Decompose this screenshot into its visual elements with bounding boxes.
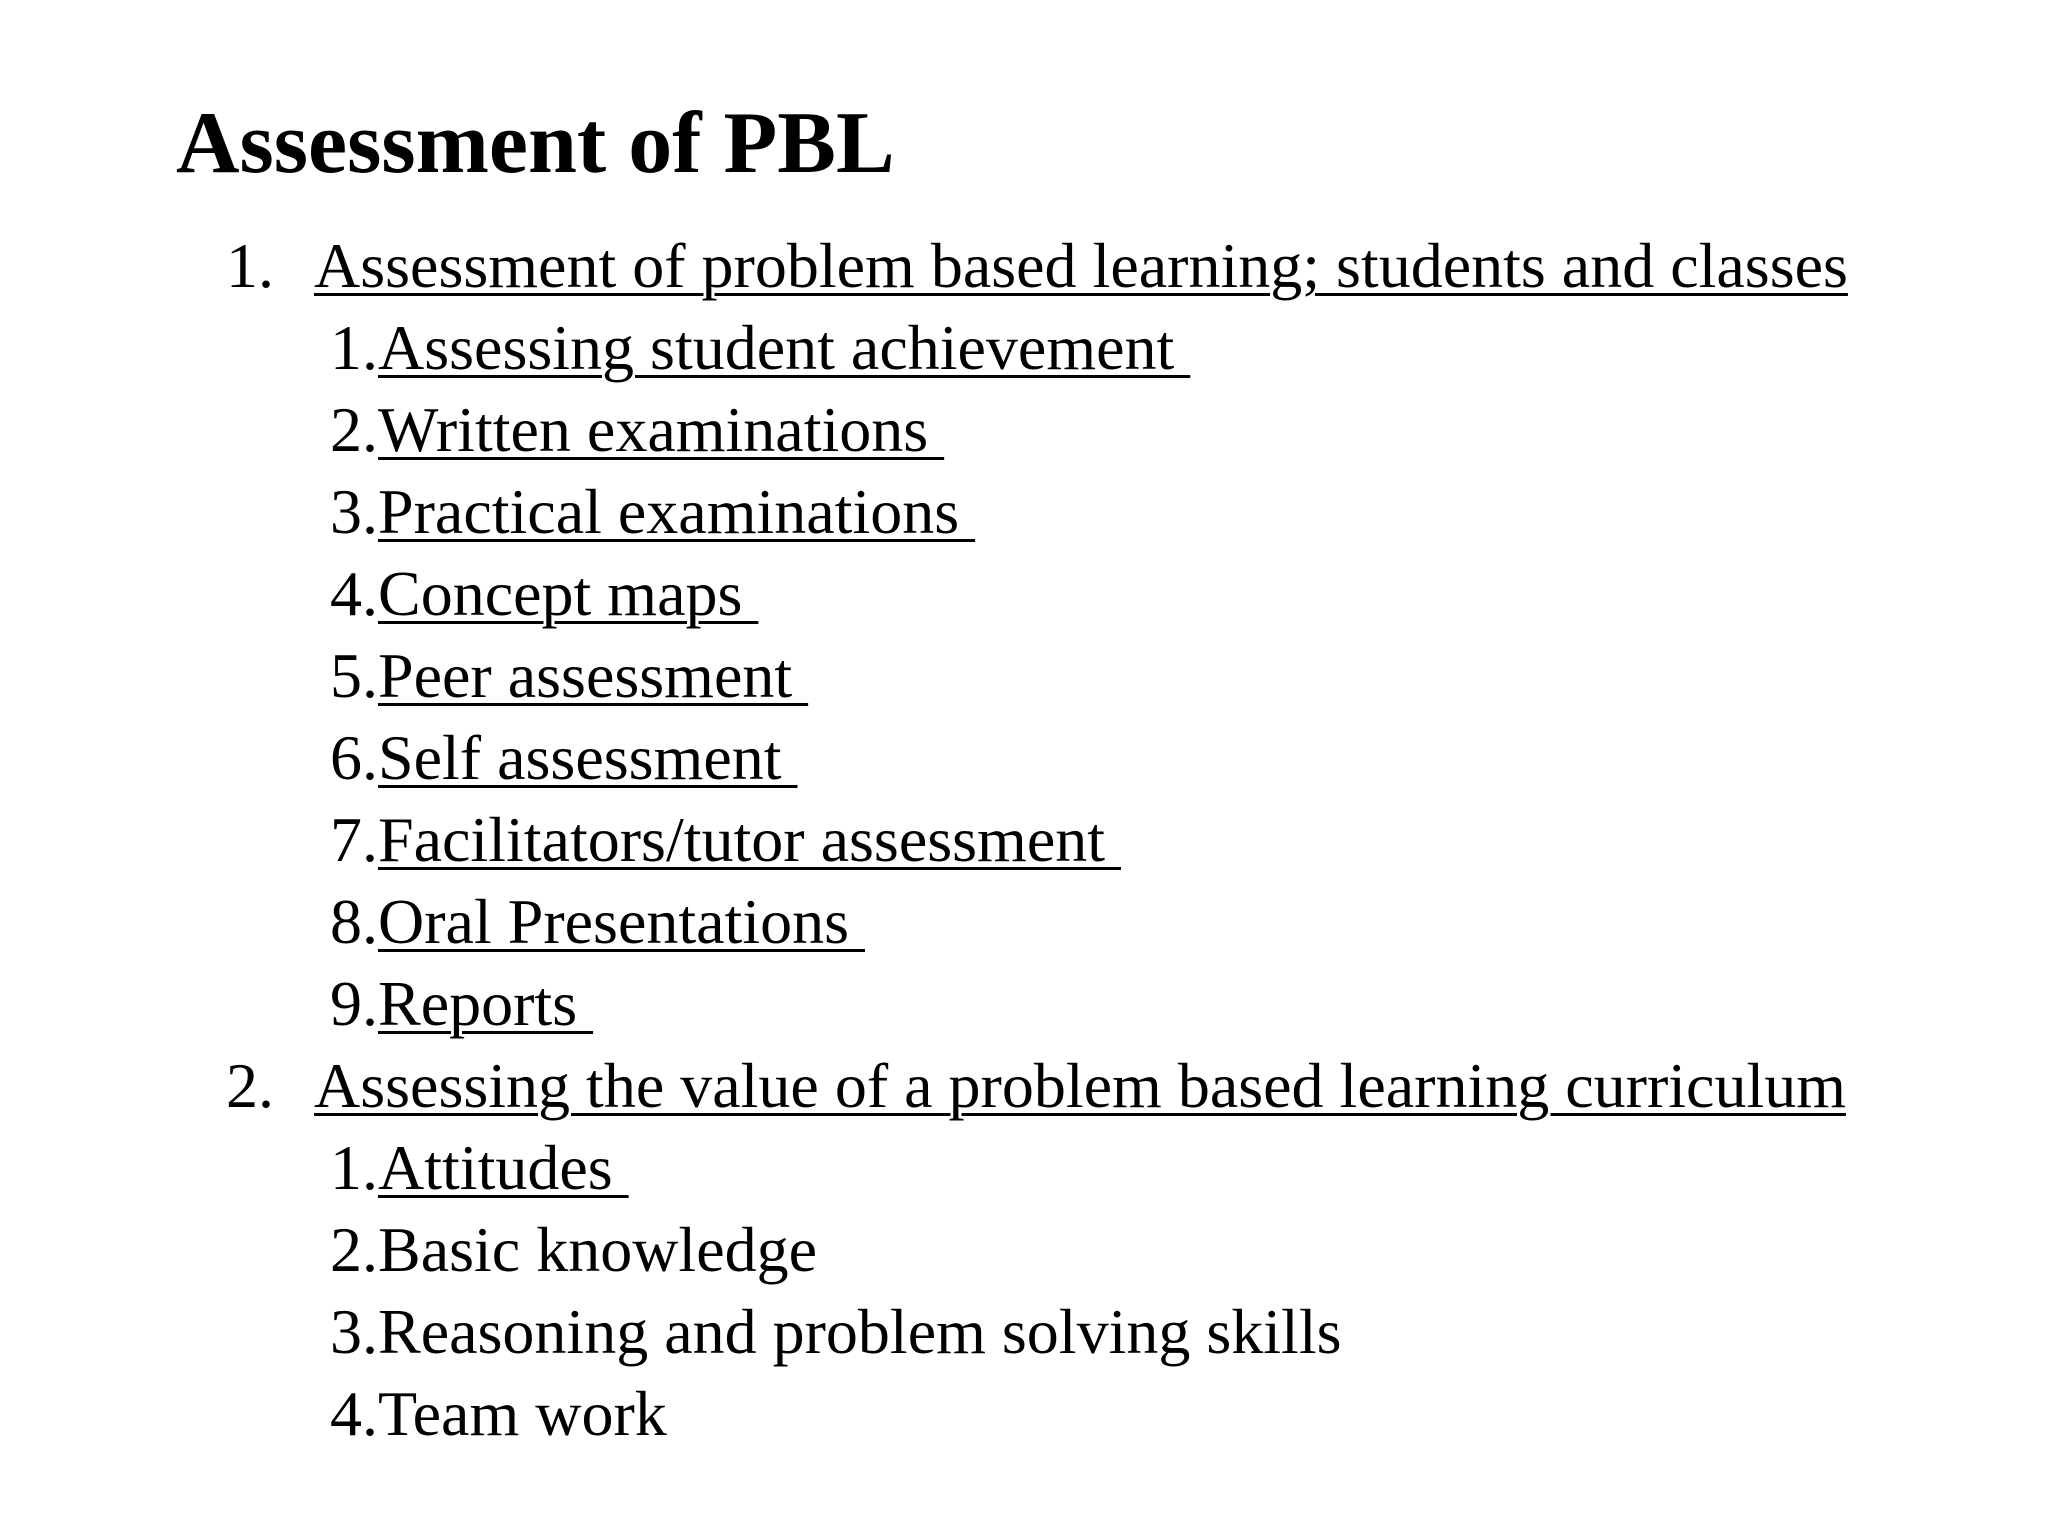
- list-item: [330, 1374, 667, 1454]
- item-number: 6.: [330, 722, 378, 793]
- list-item: [330, 1128, 629, 1208]
- list-item: [330, 718, 798, 798]
- list-item: [330, 882, 865, 962]
- item-number: 8.: [330, 886, 378, 957]
- item-link[interactable]: Attitudes: [378, 1132, 629, 1203]
- item-number: 9.: [330, 968, 378, 1039]
- list-item: [330, 964, 593, 1044]
- item-number: 3.: [330, 1296, 378, 1367]
- item-number: 4.: [330, 558, 378, 629]
- section-2: [226, 1046, 1846, 1126]
- section-link[interactable]: Assessing the value of a problem based learning curriculum: [314, 1050, 1846, 1121]
- list-item: [330, 554, 758, 634]
- item-link[interactable]: Written examinations: [378, 394, 945, 465]
- item-number: 5.: [330, 640, 378, 711]
- list-item: [330, 800, 1121, 880]
- item-text: Reasoning and problem solving skills: [378, 1296, 1342, 1367]
- list-item: [330, 390, 944, 470]
- list-item: [330, 308, 1190, 388]
- item-text: Basic knowledge: [378, 1214, 817, 1285]
- item-number: 1.: [330, 312, 378, 383]
- section-number: 2.: [226, 1050, 274, 1121]
- item-number: 4.: [330, 1378, 378, 1449]
- item-link[interactable]: Practical examinations: [378, 476, 976, 547]
- item-number: 2.: [330, 394, 378, 465]
- list-item: [330, 1210, 817, 1290]
- item-number: 2.: [330, 1214, 378, 1285]
- item-link[interactable]: Self assessment: [378, 722, 798, 793]
- item-link[interactable]: Reports: [378, 968, 594, 1039]
- item-number: 3.: [330, 476, 378, 547]
- section-link[interactable]: Assessment of problem based learning; students and classes: [314, 230, 1848, 301]
- list-item: [330, 1292, 1342, 1372]
- item-link[interactable]: Facilitators/tutor assessment: [378, 804, 1121, 875]
- list-item: [330, 472, 975, 552]
- item-link[interactable]: Oral Presentations: [378, 886, 865, 957]
- item-link[interactable]: Assessing student achievement: [378, 312, 1191, 383]
- item-link[interactable]: Peer assessment: [378, 640, 809, 711]
- slide-title: Assessment of PBL: [176, 95, 895, 192]
- item-number: 1.: [330, 1132, 378, 1203]
- section-number: 1.: [226, 230, 274, 301]
- item-link[interactable]: Concept maps: [378, 558, 759, 629]
- section-1: [226, 226, 1848, 306]
- list-item: [330, 636, 808, 716]
- item-text: Team work: [378, 1378, 667, 1449]
- item-number: 7.: [330, 804, 378, 875]
